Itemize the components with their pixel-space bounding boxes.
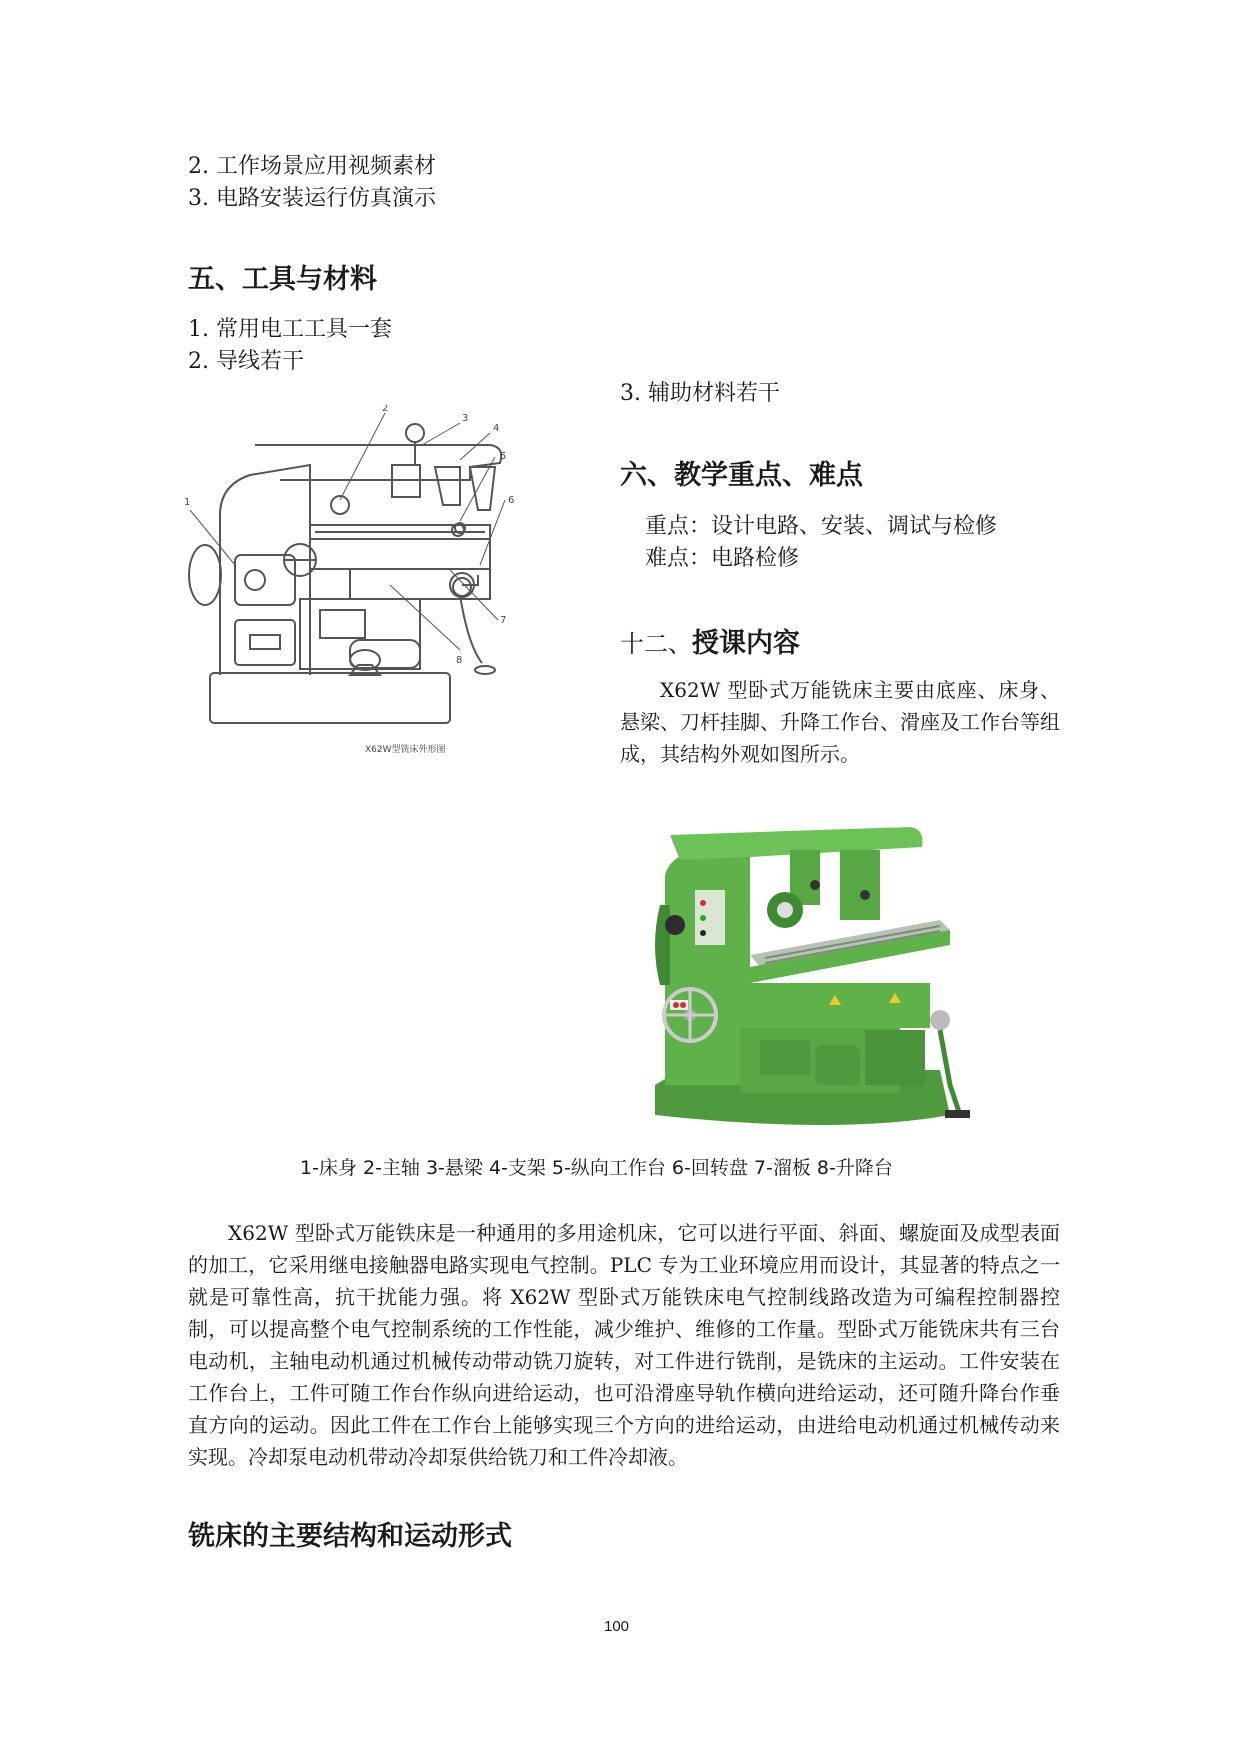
tools-item-3: 3. 辅助材料若干	[620, 381, 780, 406]
content-heading-prefix: 十二、	[620, 630, 692, 658]
content-heading	[620, 624, 800, 662]
diagram-number-2: 2	[382, 405, 389, 414]
resource-item-3: 3. 电路安装运行仿真演示	[188, 186, 436, 211]
diagram-number-8: 8	[456, 655, 463, 666]
diagram-number-7: 7	[500, 615, 507, 626]
diagram-number-5: 5	[500, 451, 507, 462]
milling-machine-illustration	[640, 815, 1040, 1160]
tools-heading: 五、工具与材料	[188, 264, 377, 295]
difficulty-point: 难点：电路检修	[645, 546, 800, 571]
diagram-number-4: 4	[493, 423, 500, 434]
content-heading-main: 授课内容	[692, 628, 800, 659]
content-intro: X62W 型卧式万能铣床主要由底座、床身、悬梁、刀杆挂脚、升降工作台、滑座及工作台等组成，其结构外观如图所示。	[620, 678, 1060, 766]
resource-item-2: 2. 工作场景应用视频素材	[188, 154, 436, 179]
milling-machine-photo	[640, 815, 1040, 1160]
page-number: 100	[604, 1618, 630, 1635]
focus-heading: 六、教学重点、难点	[620, 460, 863, 491]
milling-machine-diagram	[160, 405, 580, 760]
figure-caption: 1-床身 2-主轴 3-悬梁 4-支架 5-纵向工作台 6-回转盘 7-溜板 8-升降台	[300, 1157, 893, 1179]
tools-item-1: 1. 常用电工工具一套	[188, 317, 392, 342]
key-point: 重点：设计电路、安装、调试与检修	[645, 514, 998, 539]
diagram-number-3: 3	[462, 413, 469, 424]
diagram-number-1: 1	[184, 497, 191, 508]
diagram-number-6: 6	[508, 495, 515, 506]
body-paragraph: X62W 型卧式万能铁床是一种通用的多用途机床，它可以进行平面、斜面、螺旋面及成型表面的加工，它采用继电接触器电路实现电气控制。PLC 专为工业环境应用而设计，其显著的特点之一就是可靠性高，抗干扰能力强。将 X62W 型卧式万能铁床电气控制线路改造为可编程控制器控制，可以提高整个电气控制系统的工作性能，减少维护、维修的工作量。型卧式万能铣床共有三台电动机，主轴电动机通过机械传动带动铣刀旋转，对工件进行铣削，是铣床的主运动。工件安装在工作台上，工件可随工作台作纵向进给运动，也可沿滑座导轨作横向进给运动，还可随升降台作垂直方向的运动。因此工件在工作台上能够实现三个方向的进给运动，由进给电动机通过机械传动来实现。冷却泵电动机带动冷却泵供给铣刀和工件冷却液。	[188, 1221, 1060, 1469]
structure-heading: 铣床的主要结构和运动形式	[188, 1521, 512, 1552]
tools-item-2: 2. 导线若干	[188, 349, 304, 374]
milling-machine-line-drawing	[160, 405, 580, 760]
diagram-caption: X62W型铣床外形图	[365, 745, 446, 755]
